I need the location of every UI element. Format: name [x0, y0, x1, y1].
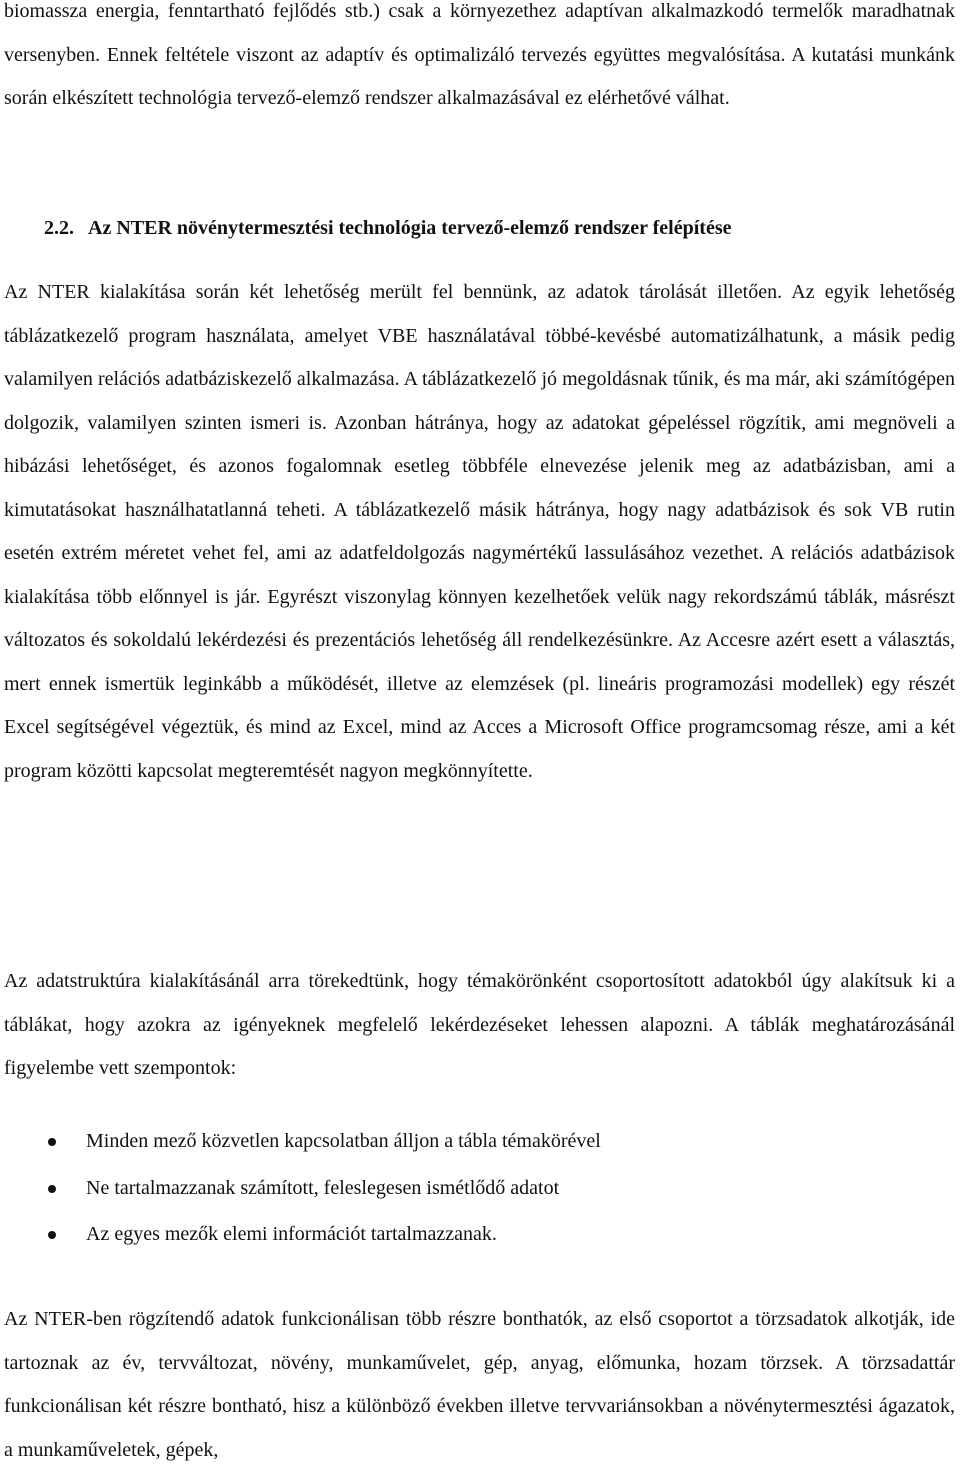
intro-paragraph: biomassza energia, fenntartható fejlődés stb.) csak a környezethez adaptívan alkalmazkodó termelők maradhatnak versenyben. Ennek feltétele viszont az adaptív és optimalizáló tervezés együttes megvalósítása. A kutatási munkánk során elkészített technológia tervező-elemző rendszer alkalmazásával ez elérhetővé válhat.	[4, 0, 955, 109]
list-item-text: Ne tartalmazzanak számított, feleslegesen ismétlődő adatot	[86, 1176, 560, 1199]
bullet-icon	[48, 1231, 56, 1239]
structure-paragraph: Az adatstruktúra kialakításánál arra törekedtünk, hogy témakörönként csoportosított adatokból úgy alakítsuk ki a táblákat, hogy azokra az igényeknek megfelelő lekérdezéseket lehessen alapozni. A táblák meghatározásánál figyelembe vett szempontok:	[4, 970, 955, 1079]
list-item-text: Az egyes mezők elemi információt tartalmazzanak.	[86, 1223, 497, 1245]
bullet-icon	[48, 1185, 56, 1193]
list-item	[0, 1167, 955, 1214]
list-item	[0, 1213, 955, 1260]
list-item-text: Minden mező közvetlen kapcsolatban álljon a tábla témakörével	[86, 1130, 601, 1152]
main-paragraph: Az NTER kialakítása során két lehetőség merült fel bennünk, az adatok tárolását illetően. Az egyik lehetőség táblázatkezelő program használata, amelyet VBE használatával többé-kevésbé automatizálhatunk, a másik pedig valamilyen relációs adatbáziskezelő alkalmazása. A táblázatkezelő jó megoldásnak tűnik, és ma már, aki számítógépen dolgozik, valamilyen szinten ismeri is. Azonban hátránya, hogy az adatokat gépeléssel rögzítik, ami megnöveli a hibázási lehetőséget, és azonos fogalomnak esetleg többféle elnevezése jelenik meg az adatbázisban, ami a kimutatásokat használhatatlanná teheti. A táblázatkezelő másik hátránya, hogy nagy adatbázisok és sok VB rutin esetén extrém méretet vehet fel, ami az adatfeldolgozás nagymértékű lassulásához vezethet. A relációs adatbázisok kialakítása több előnnyel is jár. Egyrészt viszonylag könnyen kezelhetőek velük nagy rekordszámú táblák, másrészt változatos és sokoldalú lekérdezési és prezentációs lehetőség áll rendelkezésünkre. Az Accesre azért esett a választás, mert ennek ismertük leginkább a működését, illetve az elemzések (pl. lineáris programozási modellek) egy részét Excel segítségével végeztük, és mind az Excel, mind az Acces a Microsoft Office programcsomag része, ami a két program közötti kapcsolat megteremtését nagyon megkönnyítette.	[4, 281, 955, 782]
list-item	[0, 1120, 955, 1167]
nter-paragraph: Az NTER-ben rögzítendő adatok funkcionálisan több részre bonthatók, az első csoportot a törzsadatok alkotják, ide tartoznak az év, tervváltozat, növény, munkaművelet, gép, anyag, előmunka, hozam törzsek. A törzsadattár funkcionálisan két részre bontható, hisz a különböző években illetve tervvariánsokban a növénytermesztési ágazatok, a munkaműveletek, gépek,	[4, 1308, 955, 1461]
section-heading	[4, 207, 955, 251]
criteria-list	[0, 1120, 955, 1260]
section-title: Az NTER növénytermesztési technológia tervező-elemző rendszer felépítése	[88, 217, 732, 239]
bullet-icon	[48, 1138, 56, 1146]
section-number: 2.2.	[44, 217, 74, 239]
